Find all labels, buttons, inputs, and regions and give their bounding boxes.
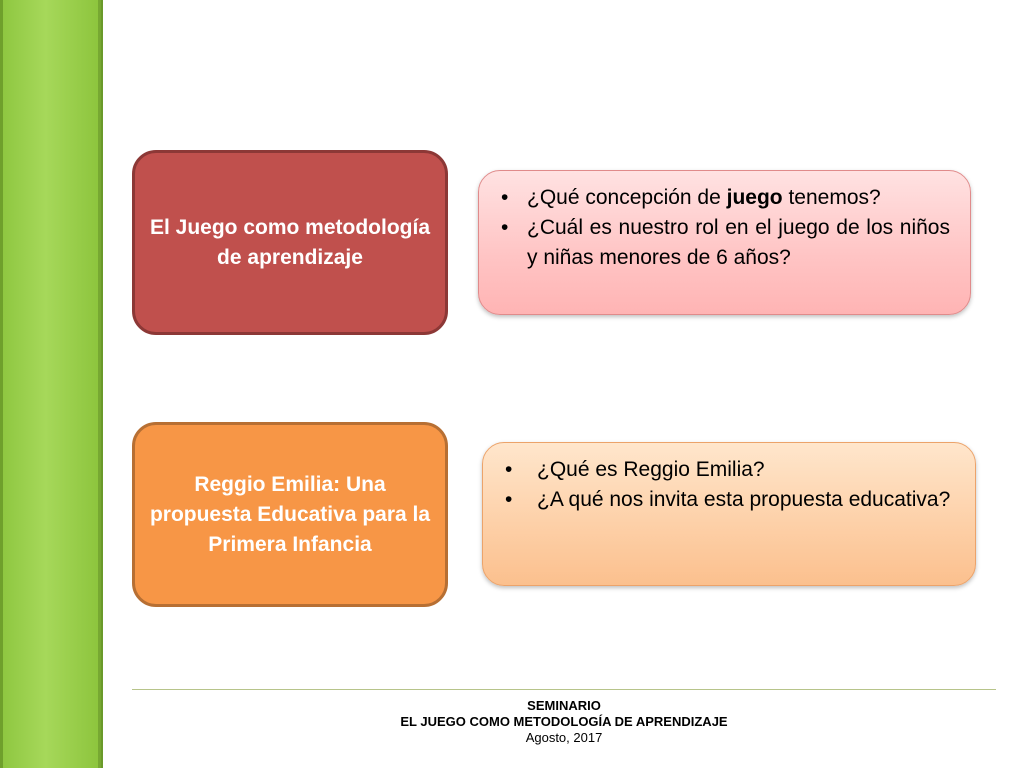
bullet-icon: • bbox=[501, 216, 509, 239]
question-text-part: tenemos? bbox=[782, 186, 881, 209]
questions-box-reggio bbox=[482, 442, 976, 586]
sidebar-edge-right bbox=[98, 0, 101, 768]
questions-list-reggio bbox=[501, 455, 955, 515]
topic-box-juego bbox=[132, 150, 448, 335]
topic-box-reggio bbox=[132, 422, 448, 607]
question-item bbox=[497, 183, 950, 213]
sidebar-bar bbox=[0, 0, 103, 768]
footer-divider bbox=[132, 689, 996, 690]
question-item bbox=[501, 485, 955, 515]
question-text: ¿A qué nos invita esta propuesta educativa? bbox=[537, 488, 951, 511]
questions-box-juego bbox=[478, 170, 971, 315]
questions-list-juego bbox=[497, 183, 950, 273]
bullet-icon: • bbox=[501, 186, 509, 209]
question-text-part: ¿Qué concepción de bbox=[527, 186, 727, 209]
question-text: ¿Qué es Reggio Emilia? bbox=[537, 458, 765, 481]
question-item bbox=[497, 213, 950, 273]
footer-line-3: Agosto, 2017 bbox=[525, 730, 603, 745]
bullet-icon: • bbox=[505, 488, 513, 511]
question-bold-word: juego bbox=[726, 186, 783, 209]
footer bbox=[132, 698, 996, 746]
topic-label-juego: El Juego como metodología de aprendizaje bbox=[149, 215, 431, 269]
question-item bbox=[501, 455, 955, 485]
footer-line-1: SEMINARIO bbox=[527, 698, 601, 713]
topic-label-reggio: Reggio Emilia: Una propuesta Educativa para la Primera Infancia bbox=[149, 472, 431, 556]
footer-line-2: EL JUEGO COMO METODOLOGÍA DE APRENDIZAJE bbox=[400, 714, 728, 729]
question-text: ¿Cuál es nuestro rol en el juego de los niños y niñas menores de 6 años? bbox=[527, 216, 950, 269]
bullet-icon: • bbox=[505, 458, 513, 481]
sidebar-edge-left bbox=[0, 0, 3, 768]
